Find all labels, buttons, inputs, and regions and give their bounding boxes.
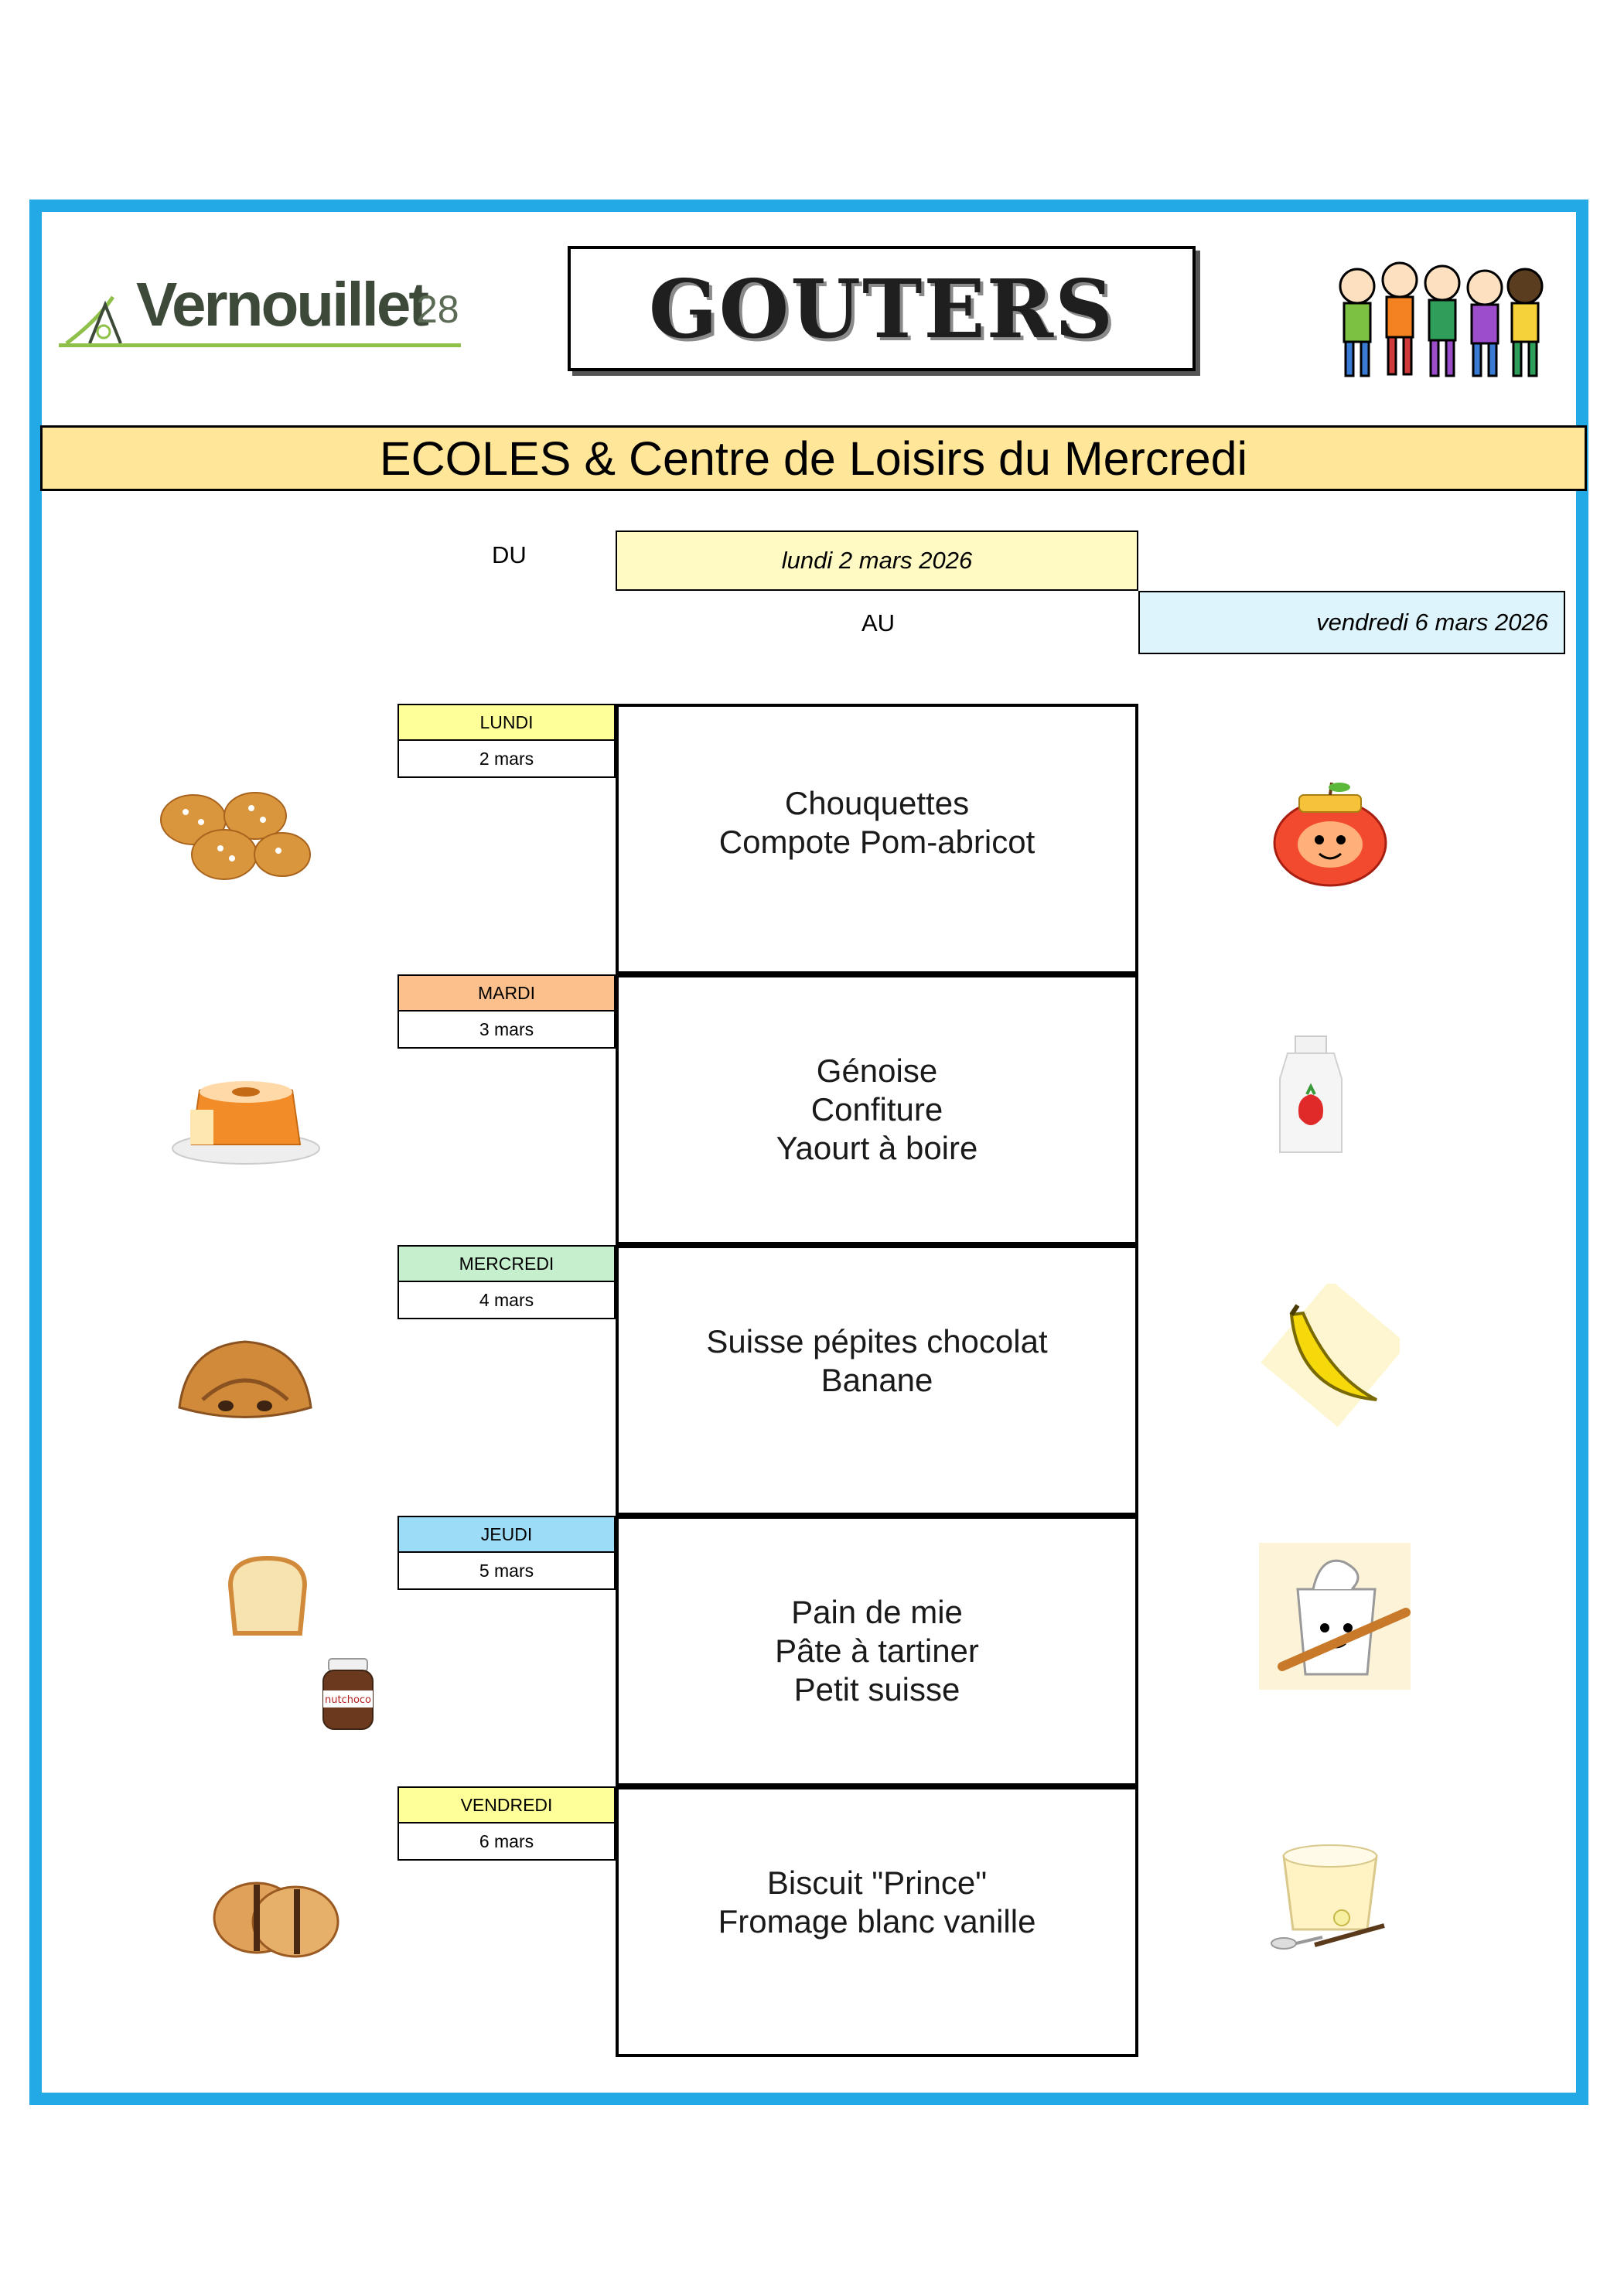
from-date: lundi 2 mars 2026 <box>616 531 1138 591</box>
bread-slice-icon <box>223 1554 312 1638</box>
subtitle-band: ECOLES & Centre de Loisirs du Mercredi <box>40 425 1587 491</box>
compote-jar-icon <box>1268 781 1392 889</box>
menu-line: Pâte à tartiner <box>775 1632 979 1669</box>
prince-biscuit-icon <box>210 1875 342 1960</box>
to-label: AU <box>861 609 896 636</box>
menu-line: Biscuit "Prince" <box>766 1864 988 1901</box>
petit-suisse-icon <box>1259 1543 1411 1690</box>
menu-cell-lundi <box>616 704 1138 974</box>
day-date-lundi: 2 mars <box>397 741 616 778</box>
logo-text: Vernouillet <box>136 270 427 339</box>
day-name-jeudi: JEUDI <box>397 1516 616 1553</box>
title-box <box>568 246 1196 371</box>
day-date-mardi: 3 mars <box>397 1012 616 1049</box>
chocolate-pastry-icon <box>172 1330 319 1431</box>
logo-mark-icon <box>59 289 144 351</box>
menu-line: Petit suisse <box>793 1671 960 1708</box>
menu-cell-mercredi <box>616 1245 1138 1516</box>
vernouillet-logo <box>59 266 469 359</box>
menu-cell-vendredi <box>616 1786 1138 2057</box>
menu-line: Banane <box>821 1362 933 1398</box>
day-name-lundi: LUNDI <box>397 704 616 741</box>
chouquettes-icon <box>155 785 317 893</box>
menu-cell-jeudi <box>616 1516 1138 1786</box>
menu-line: Yaourt à boire <box>776 1130 978 1166</box>
logo-number: 28 <box>416 288 459 331</box>
day-date-mercredi: 4 mars <box>397 1282 616 1319</box>
svg-text:nutchoco: nutchoco <box>324 1694 372 1706</box>
menu-line: Pain de mie <box>791 1594 963 1630</box>
day-date-vendredi: 6 mars <box>397 1823 616 1861</box>
menu-line: Compote Pom-abricot <box>718 824 1035 860</box>
genoise-cake-icon <box>169 1059 323 1168</box>
drinking-yogurt-icon <box>1276 1032 1346 1156</box>
day-name-vendredi: VENDREDI <box>397 1786 616 1823</box>
to-date: vendredi 6 mars 2026 <box>1138 591 1565 654</box>
day-name-mardi: MARDI <box>397 974 616 1012</box>
from-label: DU <box>492 541 527 568</box>
spread-jar-icon <box>317 1655 379 1732</box>
menu-line: Chouquettes <box>784 785 970 821</box>
banana-icon <box>1261 1284 1400 1431</box>
menu-line: Fromage blanc vanille <box>718 1903 1036 1939</box>
page-title: GOUTERS <box>648 261 1115 357</box>
kids-group-icon <box>1322 255 1554 387</box>
vanilla-fromage-blanc-icon <box>1268 1829 1392 1953</box>
menu-line: Confiture <box>810 1091 943 1128</box>
logo-underline <box>59 343 461 347</box>
menu-cell-mardi <box>616 974 1138 1245</box>
day-name-mercredi: MERCREDI <box>397 1245 616 1282</box>
day-date-jeudi: 5 mars <box>397 1553 616 1590</box>
menu-line: Génoise <box>816 1052 938 1089</box>
menu-line: Suisse pépites chocolat <box>706 1323 1048 1360</box>
